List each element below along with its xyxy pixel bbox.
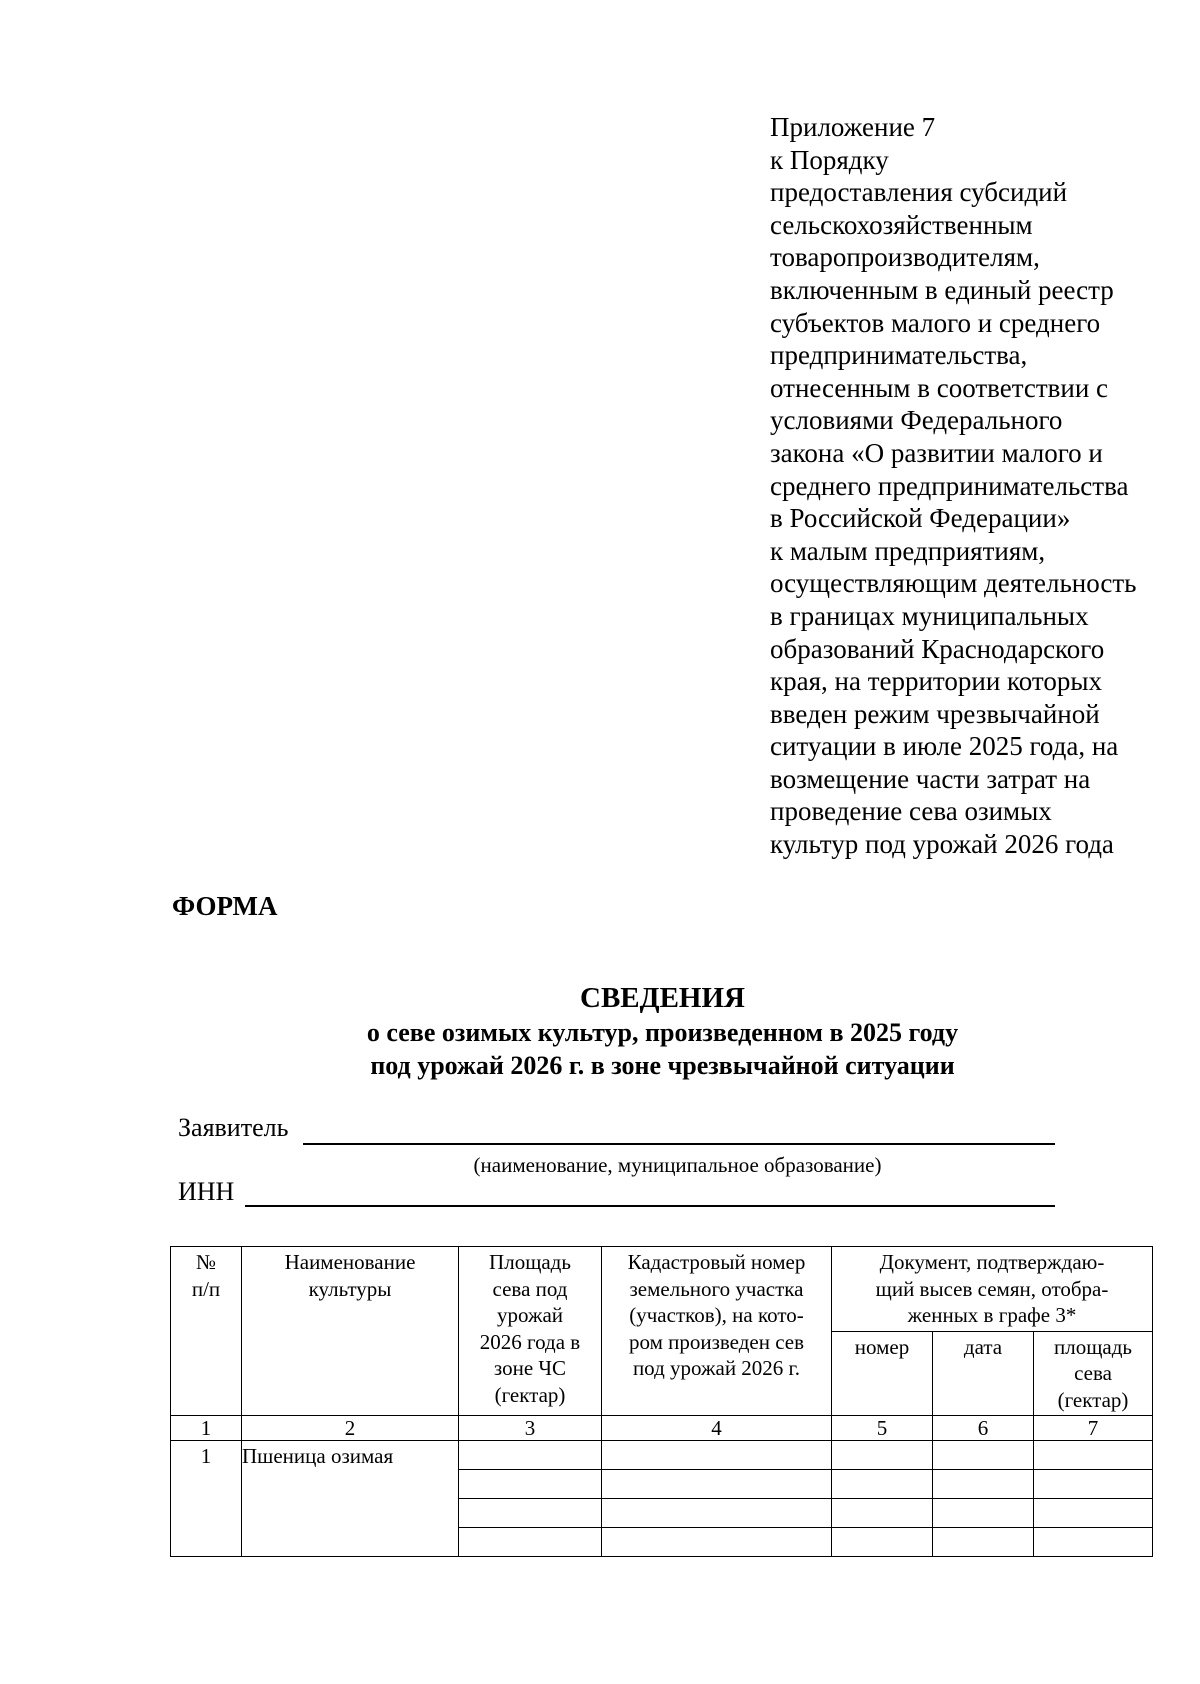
- column-number: 4: [602, 1416, 832, 1441]
- appendix-line: условиями Федерального: [770, 405, 1063, 436]
- header-text-line: зоне ЧС: [493, 1356, 567, 1380]
- header-text-line: под урожай 2026 г.: [632, 1356, 801, 1380]
- cell-doc-date[interactable]: [933, 1441, 1034, 1470]
- applicant-input-line[interactable]: [303, 1143, 1055, 1145]
- appendix-line: проведение сева озимых: [770, 796, 1052, 827]
- appendix-line: в границах муниципальных: [770, 600, 1089, 631]
- header-col6: [933, 1331, 1034, 1416]
- header-col3: [459, 1247, 602, 1416]
- header-text-line: п/п: [191, 1276, 221, 1301]
- column-number: 6: [933, 1416, 1034, 1441]
- column-number: 3: [459, 1416, 602, 1441]
- header-col4: [602, 1247, 832, 1416]
- cell-cadastral-number[interactable]: [602, 1499, 832, 1528]
- header-text-line: урожай: [496, 1303, 564, 1327]
- title-line-2: под урожай 2026 г. в зоне чрезвычайной ситуации: [370, 1051, 955, 1080]
- header-document-group: [832, 1247, 1153, 1332]
- header-text-line: сева: [1074, 1361, 1112, 1385]
- header-text-line: 2026 года в: [479, 1329, 581, 1354]
- appendix-line: края, на территории которых: [770, 666, 1103, 697]
- appendix-block: [770, 111, 1170, 861]
- applicant-label: Заявитель: [178, 1113, 289, 1142]
- header-text-line: (участков), на кото-: [629, 1303, 804, 1327]
- header-text-line: женных в графе 3*: [907, 1303, 1077, 1327]
- appendix-line: Приложение 7: [770, 112, 936, 142]
- header-text-line: Наименование: [284, 1250, 416, 1274]
- appendix-line: к Порядку: [770, 144, 889, 175]
- column-number: 2: [242, 1416, 459, 1441]
- cell-doc-area[interactable]: [1034, 1441, 1153, 1470]
- appendix-line: возмещение части затрат на: [770, 763, 1091, 794]
- appendix-line: закона «О развитии малого и: [770, 437, 1103, 468]
- inn-label: ИНН: [178, 1177, 235, 1206]
- appendix-line: в Российской Федерации»: [770, 503, 1071, 534]
- header-col7: [1034, 1331, 1153, 1416]
- header-text-line: (гектар): [1057, 1387, 1129, 1412]
- header-text-line: Документ, подтверждаю-: [879, 1250, 1105, 1274]
- column-number: 5: [832, 1416, 933, 1441]
- inn-input-line[interactable]: [245, 1205, 1055, 1207]
- cell-doc-date[interactable]: [933, 1528, 1034, 1557]
- crop-sowing-table: [170, 1246, 1153, 1557]
- form-label: ФОРМА: [172, 891, 278, 921]
- appendix-line: субъектов малого и среднего: [770, 307, 1101, 338]
- column-number-row: [171, 1416, 1153, 1441]
- cell-cadastral-number[interactable]: [602, 1470, 832, 1499]
- cell-doc-number[interactable]: [832, 1528, 933, 1557]
- header-text-line: дата: [963, 1334, 1003, 1359]
- cell-doc-number[interactable]: [832, 1499, 933, 1528]
- header-text-line: площадь: [1054, 1334, 1132, 1359]
- cell-doc-area[interactable]: [1034, 1499, 1153, 1528]
- header-text-line: ром произведен сев: [628, 1329, 805, 1354]
- header-col1: [171, 1247, 242, 1416]
- cell-area[interactable]: [459, 1499, 602, 1528]
- header-text-line: щий высев семян, отобра-: [875, 1276, 1109, 1301]
- title-main: СВЕДЕНИЯ: [580, 982, 745, 1014]
- applicant-hint: (наименование, муниципальное образование): [473, 1153, 882, 1177]
- appendix-line: ситуации в июле 2025 года, на: [770, 731, 1119, 762]
- header-text-line: №: [195, 1250, 217, 1274]
- header-col5: [832, 1331, 933, 1416]
- row-crop-name: Пшеница озимая: [242, 1441, 459, 1557]
- header-text-line: номер: [854, 1334, 910, 1359]
- appendix-line: культур под урожай 2026 года: [770, 829, 1114, 860]
- appendix-line: предоставления субсидий: [770, 177, 1068, 208]
- table-row: [171, 1441, 1153, 1470]
- appendix-line: введен режим чрезвычайной: [770, 698, 1100, 729]
- header-text-line: культуры: [308, 1276, 392, 1301]
- appendix-line: отнесенным в соответствии с: [770, 372, 1109, 403]
- appendix-line: среднего предпринимательства: [770, 470, 1129, 501]
- appendix-line: образований Краснодарского: [770, 633, 1105, 664]
- appendix-line: включенным в единый реестр: [770, 274, 1114, 305]
- cell-doc-area[interactable]: [1034, 1528, 1153, 1557]
- document-title: [170, 980, 1155, 1082]
- column-number: 7: [1034, 1416, 1153, 1441]
- cell-doc-date[interactable]: [933, 1499, 1034, 1528]
- appendix-line: товаропроизводителям,: [770, 242, 1040, 273]
- cell-doc-area[interactable]: [1034, 1470, 1153, 1499]
- header-text-line: Кадастровый номер: [627, 1250, 806, 1274]
- appendix-line: сельскохозяйственным: [770, 209, 1033, 240]
- appendix-line: предпринимательства,: [770, 340, 1028, 371]
- header-text-line: Площадь: [489, 1250, 571, 1274]
- header-col2: [242, 1247, 459, 1416]
- cell-doc-number[interactable]: [832, 1441, 933, 1470]
- title-line-1: о севе озимых культур, произведенном в 2025 году: [366, 1018, 959, 1047]
- column-number: 1: [171, 1416, 242, 1441]
- row-number: 1: [171, 1441, 242, 1557]
- cell-cadastral-number[interactable]: [602, 1528, 832, 1557]
- cell-cadastral-number[interactable]: [602, 1441, 832, 1470]
- appendix-line: к малым предприятиям,: [770, 535, 1046, 566]
- cell-area[interactable]: [459, 1470, 602, 1499]
- header-text-line: (гектар): [494, 1382, 566, 1407]
- header-text-line: сева под: [492, 1276, 568, 1301]
- cell-area[interactable]: [459, 1441, 602, 1470]
- cell-area[interactable]: [459, 1528, 602, 1557]
- cell-doc-date[interactable]: [933, 1470, 1034, 1499]
- appendix-line: осуществляющим деятельность: [770, 568, 1137, 599]
- header-text-line: земельного участка: [629, 1276, 804, 1301]
- cell-doc-number[interactable]: [832, 1470, 933, 1499]
